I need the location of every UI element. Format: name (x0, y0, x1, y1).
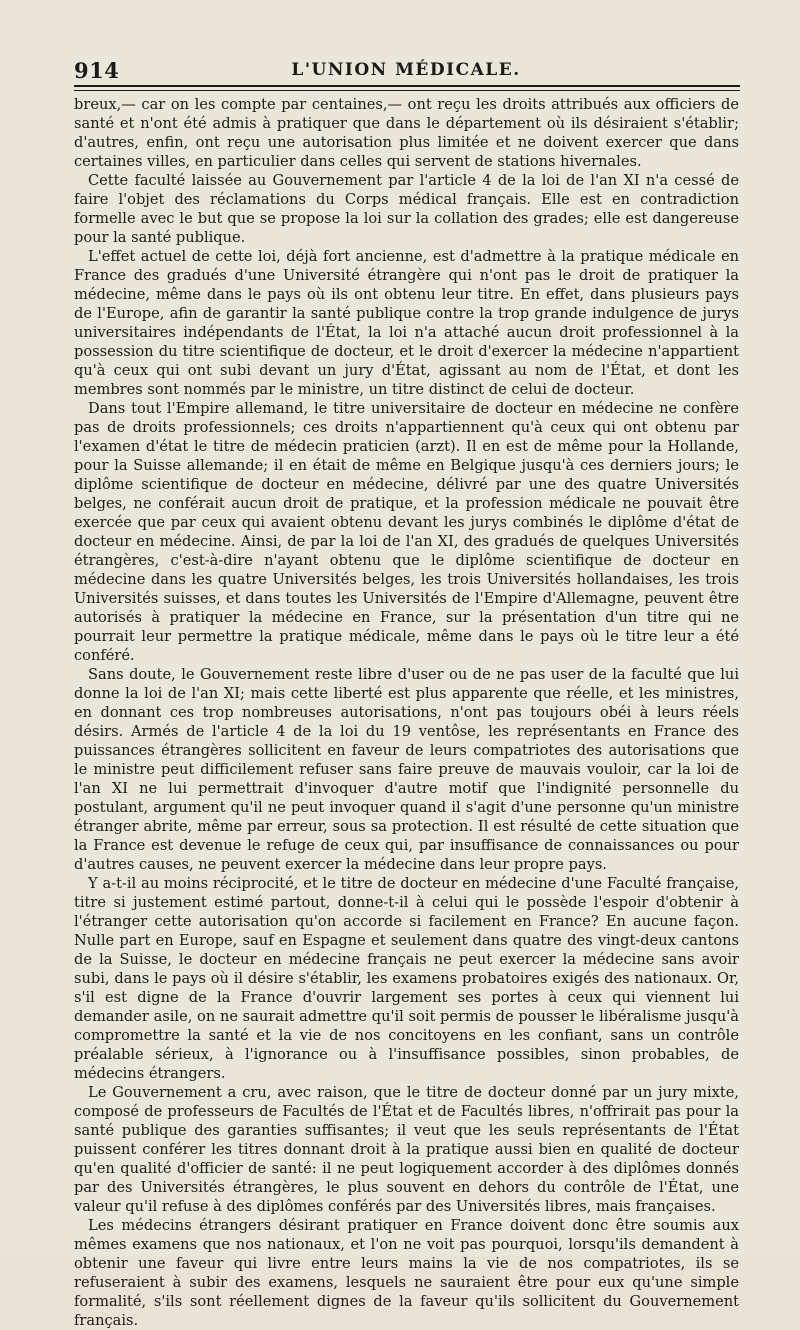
paragraph: Dans tout l'Empire allemand, le titre universitaire de docteur en médecine ne confère pas de droits professionnels; ces droits n'appartiennent qu'à ceux qui ont obtenu par l'examen d'état le titre de médecin praticien (arzt). Il en est de même pour la Hollande, pour la Suisse allemande; il en était de même en Belgique jusqu'à ces derniers jours; le diplôme scientifique de docteur en médecine, délivré par une des quatre Universités belges, ne conférait aucun droit de pratique, et la profession médicale ne pouvait être exercée que par ceux qui avaient obtenu devant les jurys combinés le diplôme d'état de docteur en médecine. Ainsi, de par la loi de l'an XI, des gradués de quelques Universités étrangères, c'est-à-dire n'ayant obtenu que le diplôme scientifique de docteur en médecine dans les quatre Universités belges, les trois Universités hollandaises, les trois Universités suisses, et dans toutes les Universités de l'Empire d'Allemagne, peuvent être autorisés à pratiquer la médecine en France, sur la présentation d'un titre qui ne pourrait leur permettre la pratique médicale, même dans le pays où le titre leur a été conféré. (74, 400, 739, 664)
paragraph: breux,— car on les compte par centaines,— ont reçu les droits attribués aux officiers de santé et n'ont été admis à pratiquer que dans le département où ils désiraient s'établir; d'autres, enfin, ont reçu une autorisation plus limitée et ne doivent exercer que dans certaines villes, en particulier dans celles qui servent de stations hivernales. (74, 96, 739, 170)
paragraph: Sans doute, le Gouvernement reste libre d'user ou de ne pas user de la faculté que lui donne la loi de l'an XI; mais cette liberté est plus apparente que réelle, et les ministres, en donnant ces trop nombreuses autorisations, n'ont pas toujours obéi à leurs réels désirs. Armés de l'article 4 de la loi du 19 ventôse, les représentants en France des puissances étrangères sollicitent en faveur de leurs compatriotes des autorisations que le ministre peut difficilement refuser sans faire preuve de mauvais vouloir, car la loi de l'an XI ne lui permettrait d'invoquer d'autre motif que l'indignité personnelle du postulant, argument qu'il ne peut invoquer quand il s'agit d'une personne qu'un ministre étranger abrite, même par erreur, sous sa protection. Il est résulté de cette situation que la France est devenue le refuge de ceux qui, par insuffisance de connaissances ou pour d'autres causes, ne peuvent exercer la médecine dans leur propre pays. (74, 666, 739, 873)
paragraph: L'effet actuel de cette loi, déjà fort ancienne, est d'admettre à la pratique médicale en France des gradués d'une Université étrangère qui n'ont pas le droit de pratiquer la médecine, même dans le pays où ils ont obtenu leur titre. En effet, dans plusieurs pays de l'Europe, afin de garantir la santé publique contre la trop grande indulgence de jurys universitaires indépendants de l'État, la loi n'a attaché aucun droit professionnel à la possession du titre scientifique de docteur, et le droit d'exercer la médecine n'appartient qu'à ceux qui ont subi devant un jury d'État, agissant au nom de l'État, et dont les membres sont nommés par le ministre, un titre distinct de celui de docteur. (74, 248, 739, 398)
article-body (74, 95, 739, 1330)
paragraph: Y a-t-il au moins réciprocité, et le titre de docteur en médecine d'une Faculté française, titre si justement estimé partout, donne-t-il à celui qui le possède l'espoir d'obtenir à l'étranger cette autorisation qu'on accorde si facilement en France? En aucune façon. Nulle part en Europe, sauf en Espagne et seulement dans quatre des vingt-deux cantons de la Suisse, le docteur en médecine français ne peut exercer la médecine sans avoir subi, dans le pays où il désire s'établir, les examens probatoires exigés des nationaux. Or, s'il est digne de la France d'ouvrir largement ses portes à ceux qui viennent lui demander asile, on ne saurait admettre qu'il soit permis de pousser le libéralisme jusqu'à compromettre la santé et la vie de nos concitoyens en les confiant, sans un contrôle préalable sérieux, à l'ignorance ou à l'insuffisance possibles, sinon probables, de médecins étrangers. (74, 875, 739, 1082)
journal-title: L'UNION MÉDICALE. (291, 60, 521, 80)
paragraph: Cette faculté laissée au Gouvernement par l'article 4 de la loi de l'an XI n'a cessé de faire l'objet des réclamations du Corps médical français. Elle est en contradiction formelle avec le but que se propose la loi sur la collation des grades; elle est dangereuse pour la santé publique. (74, 172, 739, 246)
paragraph: Les médecins étrangers désirant pratiquer en France doivent donc être soumis aux mêmes examens que nos nationaux, et l'on ne voit pas pourquoi, lorsqu'ils demandent à obtenir une faveur qui livre entre leurs mains la vie de nos compatriotes, ils se refuseraient à subir des examens, lesquels ne sauraient être pour eux qu'une simple formalité, s'ils sont réellement dignes de la faveur qu'ils sollicitent du Gouvernement français. (74, 1217, 739, 1329)
page-number: 914 (74, 58, 120, 83)
page-header (74, 58, 738, 82)
paragraph: Le Gouvernement a cru, avec raison, que le titre de docteur donné par un jury mixte, composé de professeurs de Facultés de l'État et de Facultés libres, n'offrirait pas pour la santé publique des garanties suffisantes; il veut que les seuls représentants de l'État puissent conférer les titres donnant droit à la pratique aussi bien en qualité de docteur qu'en qualité d'officier de santé: il ne peut logiquement accorder à des diplômes donnés par des Universités étrangères, le plus souvent en dehors du contrôle de l'État, une valeur qu'il refuse à des diplômes conférés par des Universités libres, mais françaises. (74, 1084, 739, 1215)
header-rule-thin (74, 90, 740, 91)
header-rule-thick (74, 85, 740, 87)
